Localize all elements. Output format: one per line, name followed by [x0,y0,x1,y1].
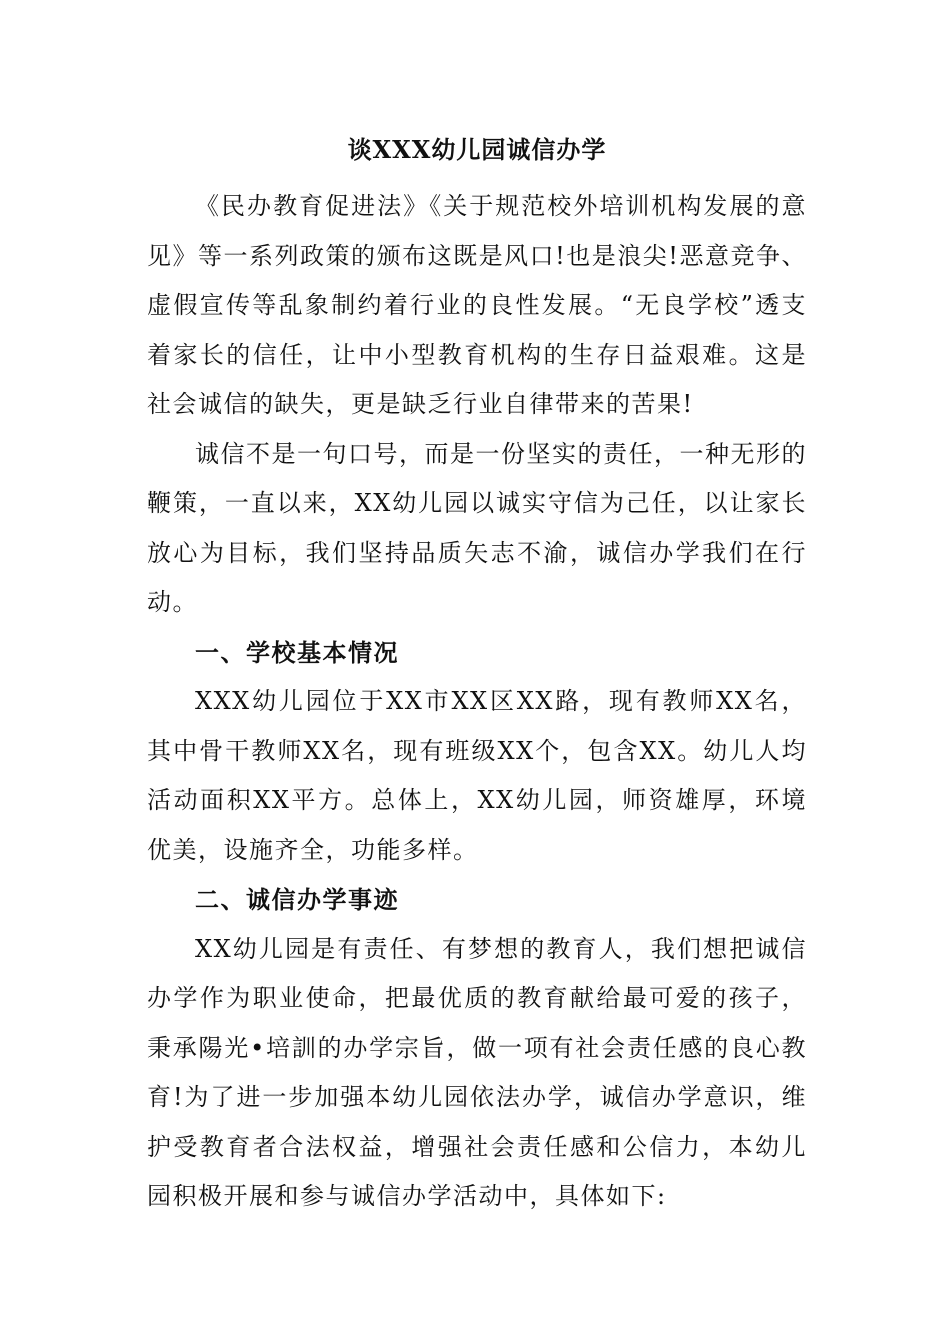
paragraph-integrity-commitment: 诚信不是一句口号，而是一份坚实的责任，一种无形的鞭策，一直以来，XX幼儿园以诚实守信为己任，以让家长放心为目标，我们坚持品质矢志不渝，诚信办学我们在行动。 [147,439,807,616]
section-heading-basic-info: 一、学校基本情况 [195,637,399,667]
paragraph-basic-info: XXX幼儿园位于XX市XX区XX路，现有教师XX名，其中骨干教师XX名，现有班级XX个，包含XX。幼儿人均活动面积XX平方。总体上，XX幼儿园，师资雄厚，环境优美，设施齐全，功能多样。 [147,687,807,864]
paragraph-policy-context: 《民办教育促进法》《关于规范校外培训机构发展的意见》等一系列政策的颁布这既是风口!也是浪尖!恶意竞争、虚假宣传等乱象制约着行业的良性发展。“无良学校”透支着家长的信任，让中小型教育机构的生存日益艰难。这是社会诚信的缺失，更是缺乏行业自律带来的苦果! [147,192,807,418]
section-heading-integrity-deeds: 二、诚信办学事迹 [195,885,399,914]
document-page [147,130,807,1222]
paragraph-integrity-deeds: XX幼儿园是有责任、有梦想的教育人，我们想把诚信办学作为职业使命，把最优质的教育献给最可爱的孩子，秉承陽光•培訓的办学宗旨，做一项有社会责任感的良心教育!为了进一步加强本幼儿园依法办学，诚信办学意识，维护受教育者合法权益，增强社会责任感和公信力，本幼儿园积极开展和参与诚信办学活动中，具体如下: [147,934,807,1210]
document-title: 谈XXX幼儿园诚信办学 [347,135,607,164]
